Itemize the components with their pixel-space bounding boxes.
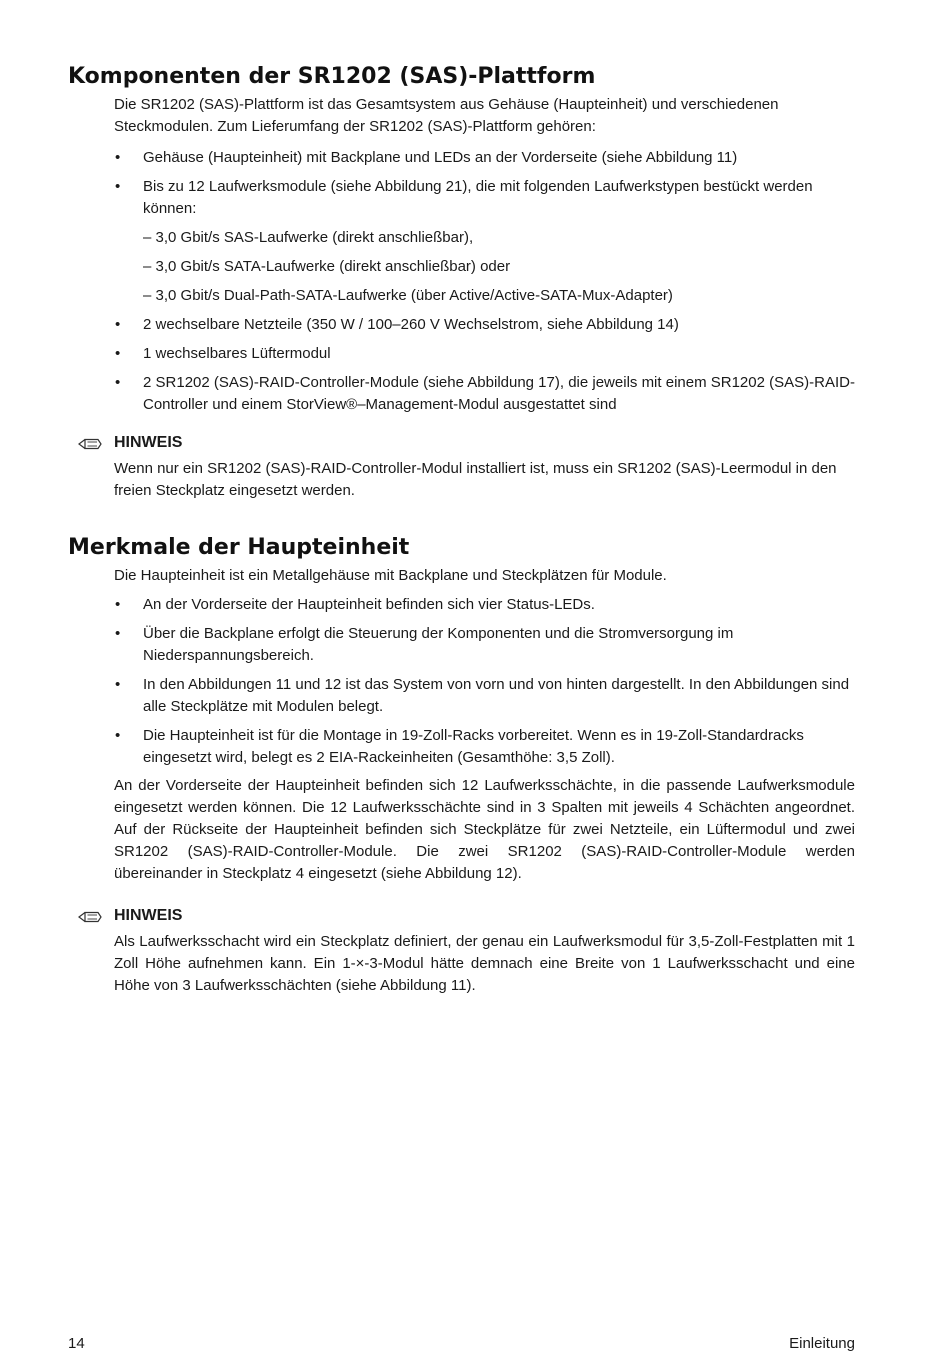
list-item <box>114 147 855 169</box>
note-paragraph: Als Laufwerksschacht wird ein Steckplatz definiert, der genau ein Laufwerksmodul für 3,5-Zoll-Festplatten mit 1 Zoll Höhe aufnehmen kann. Ein 1-×-3-Modul hätte demnach eine Breite von 1 Laufwerksschacht und eine Höhe von 3 Laufwerksschächten (siehe Abbildung 11). <box>114 933 855 994</box>
list-item-text: Bis zu 12 Laufwerksmodule (siehe Abbildung 21), die mit folgenden Laufwerkstypen bestückt werden können: <box>143 178 813 217</box>
sub-list-item: – 3,0 Gbit/s SAS-Laufwerke (direkt anschließbar), <box>143 229 474 246</box>
bullet-icon: • <box>115 625 121 642</box>
list-item-text: 2 wechselbare Netzteile (350 W / 100–260 V Wechselstrom, siehe Abbildung 14) <box>143 316 679 333</box>
list-item-text: An der Vorderseite der Haupteinheit befinden sich vier Status-LEDs. <box>143 596 595 613</box>
list-item <box>114 594 855 616</box>
list-item-text: Die Haupteinheit ist für die Montage in 19-Zoll-Racks vorbereitet. Wenn es in 19-Zoll-Standardracks eingesetzt wird, belegt es 2 EIA-Rackeinheiten (Gesamthöhe: 3,5 Zoll). <box>143 727 804 766</box>
pencil-icon <box>78 911 102 923</box>
note-label: HINWEIS <box>114 434 183 451</box>
bullet-icon: • <box>115 374 121 391</box>
note-paragraph: Wenn nur ein SR1202 (SAS)-RAID-Controller-Modul installiert ist, muss ein SR1202 (SAS)-Leermodul in den freien Steckplatz eingesetzt werden. <box>114 460 837 499</box>
section-heading-merkmale: Merkmale der Haupteinheit <box>68 535 410 560</box>
list-item <box>114 314 855 336</box>
bullet-icon: • <box>115 676 121 693</box>
list-item-text: In den Abbildungen 11 und 12 ist das System von vorn und von hinten dargestellt. In den Abbildungen sind alle Steckplätze mit Modulen belegt. <box>143 676 850 715</box>
pencil-icon <box>78 438 102 450</box>
intro-paragraph: Die SR1202 (SAS)-Plattform ist das Gesamtsystem aus Gehäuse (Haupteinheit) und verschiedenen Steckmodulen. Zum Lieferumfang der SR1202 (SAS)-Plattform gehören: <box>114 96 779 135</box>
bullet-icon: • <box>115 178 121 195</box>
sub-list-item: – 3,0 Gbit/s Dual-Path-SATA-Laufwerke (über Active/Active-SATA-Mux-Adapter) <box>143 287 673 304</box>
list-item-text: 1 wechselbares Lüftermodul <box>143 345 331 362</box>
intro-paragraph: Die Haupteinheit ist ein Metallgehäuse mit Backplane und Steckplätzen für Module. <box>114 567 667 584</box>
component-list <box>114 147 855 416</box>
section-heading-komponenten: Komponenten der SR1202 (SAS)-Plattform <box>68 64 596 89</box>
chapter-name: Einleitung <box>789 1335 855 1352</box>
bullet-icon: • <box>115 316 121 333</box>
list-item <box>114 623 855 667</box>
bullet-icon: • <box>115 596 121 613</box>
bullet-icon: • <box>115 345 121 362</box>
drive-type-list <box>143 227 855 307</box>
sub-list-item: – 3,0 Gbit/s SATA-Laufwerke (direkt anschließbar) oder <box>143 258 511 275</box>
page-number: 14 <box>68 1335 85 1352</box>
section-merkmale-body <box>114 565 855 885</box>
list-item <box>114 372 855 416</box>
list-item <box>114 176 855 307</box>
list-item <box>114 343 855 365</box>
list-item <box>114 725 855 769</box>
bullet-icon: • <box>115 149 121 166</box>
list-item-text: 2 SR1202 (SAS)-RAID-Controller-Module (siehe Abbildung 17), die jeweils mit einem SR1202 (SAS)-RAID-Controller und einem StorView®–Management-Modul ausgestattet sind <box>143 374 855 413</box>
list-item-text: Gehäuse (Haupteinheit) mit Backplane und LEDs an der Vorderseite (siehe Abbildung 11) <box>143 149 738 166</box>
note-text <box>114 931 855 997</box>
note-text <box>114 458 855 502</box>
list-item-text: Über die Backplane erfolgt die Steuerung der Komponenten und die Stromversorgung im Niederspannungsbereich. <box>143 625 734 664</box>
note-label: HINWEIS <box>114 907 183 924</box>
bullet-icon: • <box>115 727 121 744</box>
body-paragraph: An der Vorderseite der Haupteinheit befinden sich 12 Laufwerksschächte, in die passende Laufwerksmodule eingesetzt werden können. Die 12 Laufwerksschächte sind in 3 Spalten mit jeweils 4 Schächten angeordnet. Auf der Rückseite der Haupteinheit befinden sich Steckplätze für zwei Netzteile, ein Lüftermodul und zwei SR1202 (SAS)-RAID-Controller-Module. Die zwei SR1202 (SAS)-RAID-Controller-Module werden übereinander in Steckplatz 4 eingesetzt (siehe Abbildung 12). <box>114 777 855 882</box>
section-komponenten-body <box>114 94 855 416</box>
list-item <box>114 674 855 718</box>
feature-list <box>114 594 855 769</box>
